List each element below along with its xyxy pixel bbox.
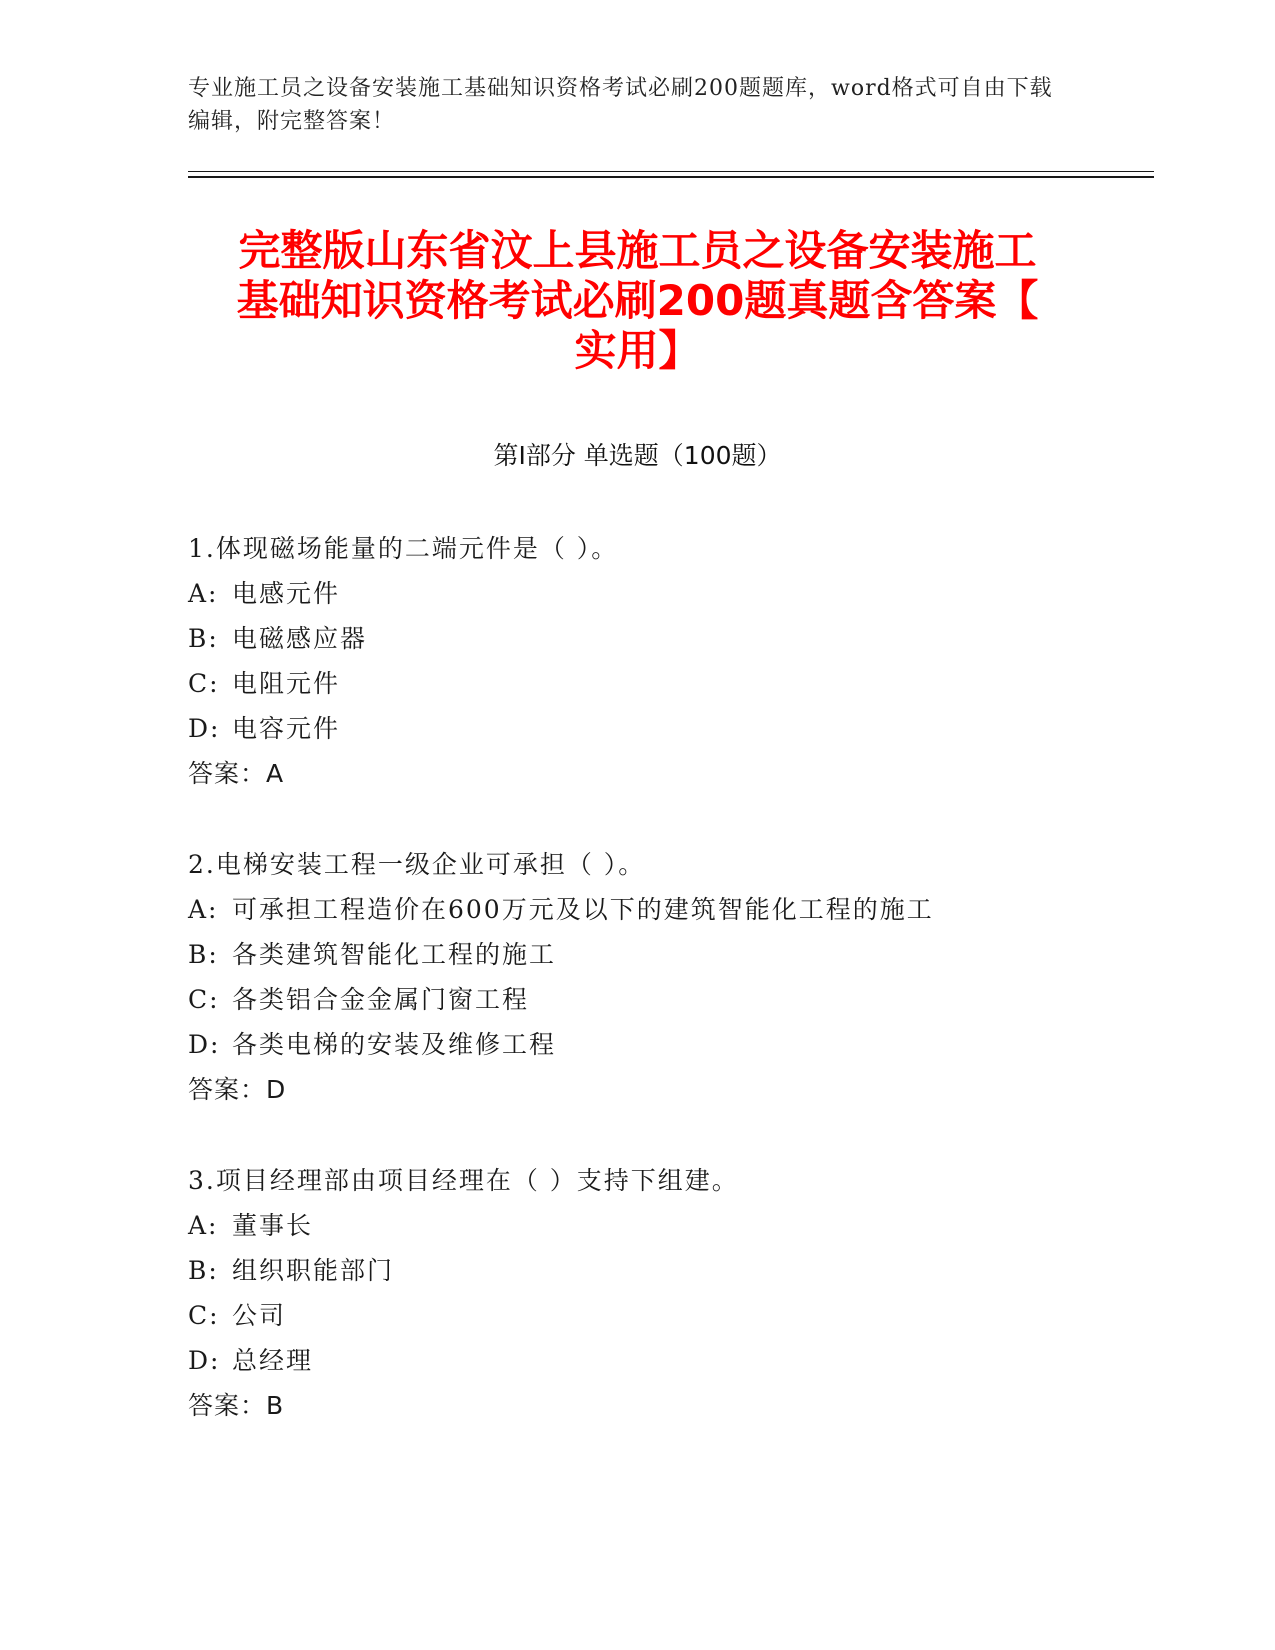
question-stem: 1.体现磁场能量的二端元件是（ ）。 <box>188 534 619 563</box>
document-title <box>160 226 1115 376</box>
title-line: 实用】 <box>574 326 701 375</box>
answer-line: 答案：B <box>188 1391 285 1420</box>
option-c <box>188 977 1148 1022</box>
question-item <box>188 526 1148 796</box>
option-letter: A: <box>188 1211 219 1240</box>
option-text: 总经理 <box>232 1346 314 1375</box>
option-text: 董事长 <box>232 1211 314 1240</box>
option-text: 公司 <box>232 1301 287 1330</box>
option-letter: C: <box>188 985 220 1014</box>
question-list <box>188 526 1148 1474</box>
option-letter: D: <box>188 1030 221 1059</box>
title-line: 基础知识资格考试必刷200题真题含答案【 <box>236 276 1039 325</box>
option-letter: D: <box>188 714 221 743</box>
option-c <box>188 1293 1148 1338</box>
option-text: 组织职能部门 <box>232 1256 395 1285</box>
option-text: 各类电梯的安装及维修工程 <box>232 1030 557 1059</box>
section-heading: 第I部分 单选题（100题） <box>493 441 782 470</box>
option-b <box>188 1248 1148 1293</box>
option-text: 电阻元件 <box>232 669 341 698</box>
option-text: 电磁感应器 <box>232 624 368 653</box>
option-letter: B: <box>188 1256 219 1285</box>
option-letter: B: <box>188 940 219 969</box>
answer-line: 答案：A <box>188 759 285 788</box>
option-a <box>188 887 1148 932</box>
option-letter: B: <box>188 624 219 653</box>
option-text: 电容元件 <box>232 714 341 743</box>
option-d <box>188 1022 1148 1067</box>
option-letter: C: <box>188 669 220 698</box>
header-note: 专业施工员之设备安装施工基础知识资格考试必刷200题题库，word格式可自由下载编辑，附完整答案！ <box>188 76 1053 134</box>
question-stem: 3.项目经理部由项目经理在（ ）支持下组建。 <box>188 1166 739 1195</box>
option-text: 可承担工程造价在600万元及以下的建筑智能化工程的施工 <box>232 895 934 924</box>
option-d <box>188 706 1148 751</box>
option-text: 电感元件 <box>232 579 341 608</box>
option-letter: C: <box>188 1301 220 1330</box>
option-text: 各类建筑智能化工程的施工 <box>232 940 557 969</box>
option-a <box>188 1203 1148 1248</box>
option-a <box>188 571 1148 616</box>
option-b <box>188 932 1148 977</box>
answer-line: 答案：D <box>188 1075 287 1104</box>
header-rule-thin <box>188 171 1154 172</box>
option-letter: A: <box>188 895 219 924</box>
option-letter: D: <box>188 1346 221 1375</box>
option-d <box>188 1338 1148 1383</box>
question-item <box>188 842 1148 1112</box>
option-letter: A: <box>188 579 219 608</box>
option-text: 各类铝合金金属门窗工程 <box>232 985 530 1014</box>
option-c <box>188 661 1148 706</box>
title-line: 完整版山东省汶上县施工员之设备安装施工 <box>238 226 1037 275</box>
question-item <box>188 1158 1148 1428</box>
question-stem: 2.电梯安装工程一级企业可承担（ ）。 <box>188 850 646 879</box>
option-b <box>188 616 1148 661</box>
header-rule-thick <box>188 176 1154 178</box>
